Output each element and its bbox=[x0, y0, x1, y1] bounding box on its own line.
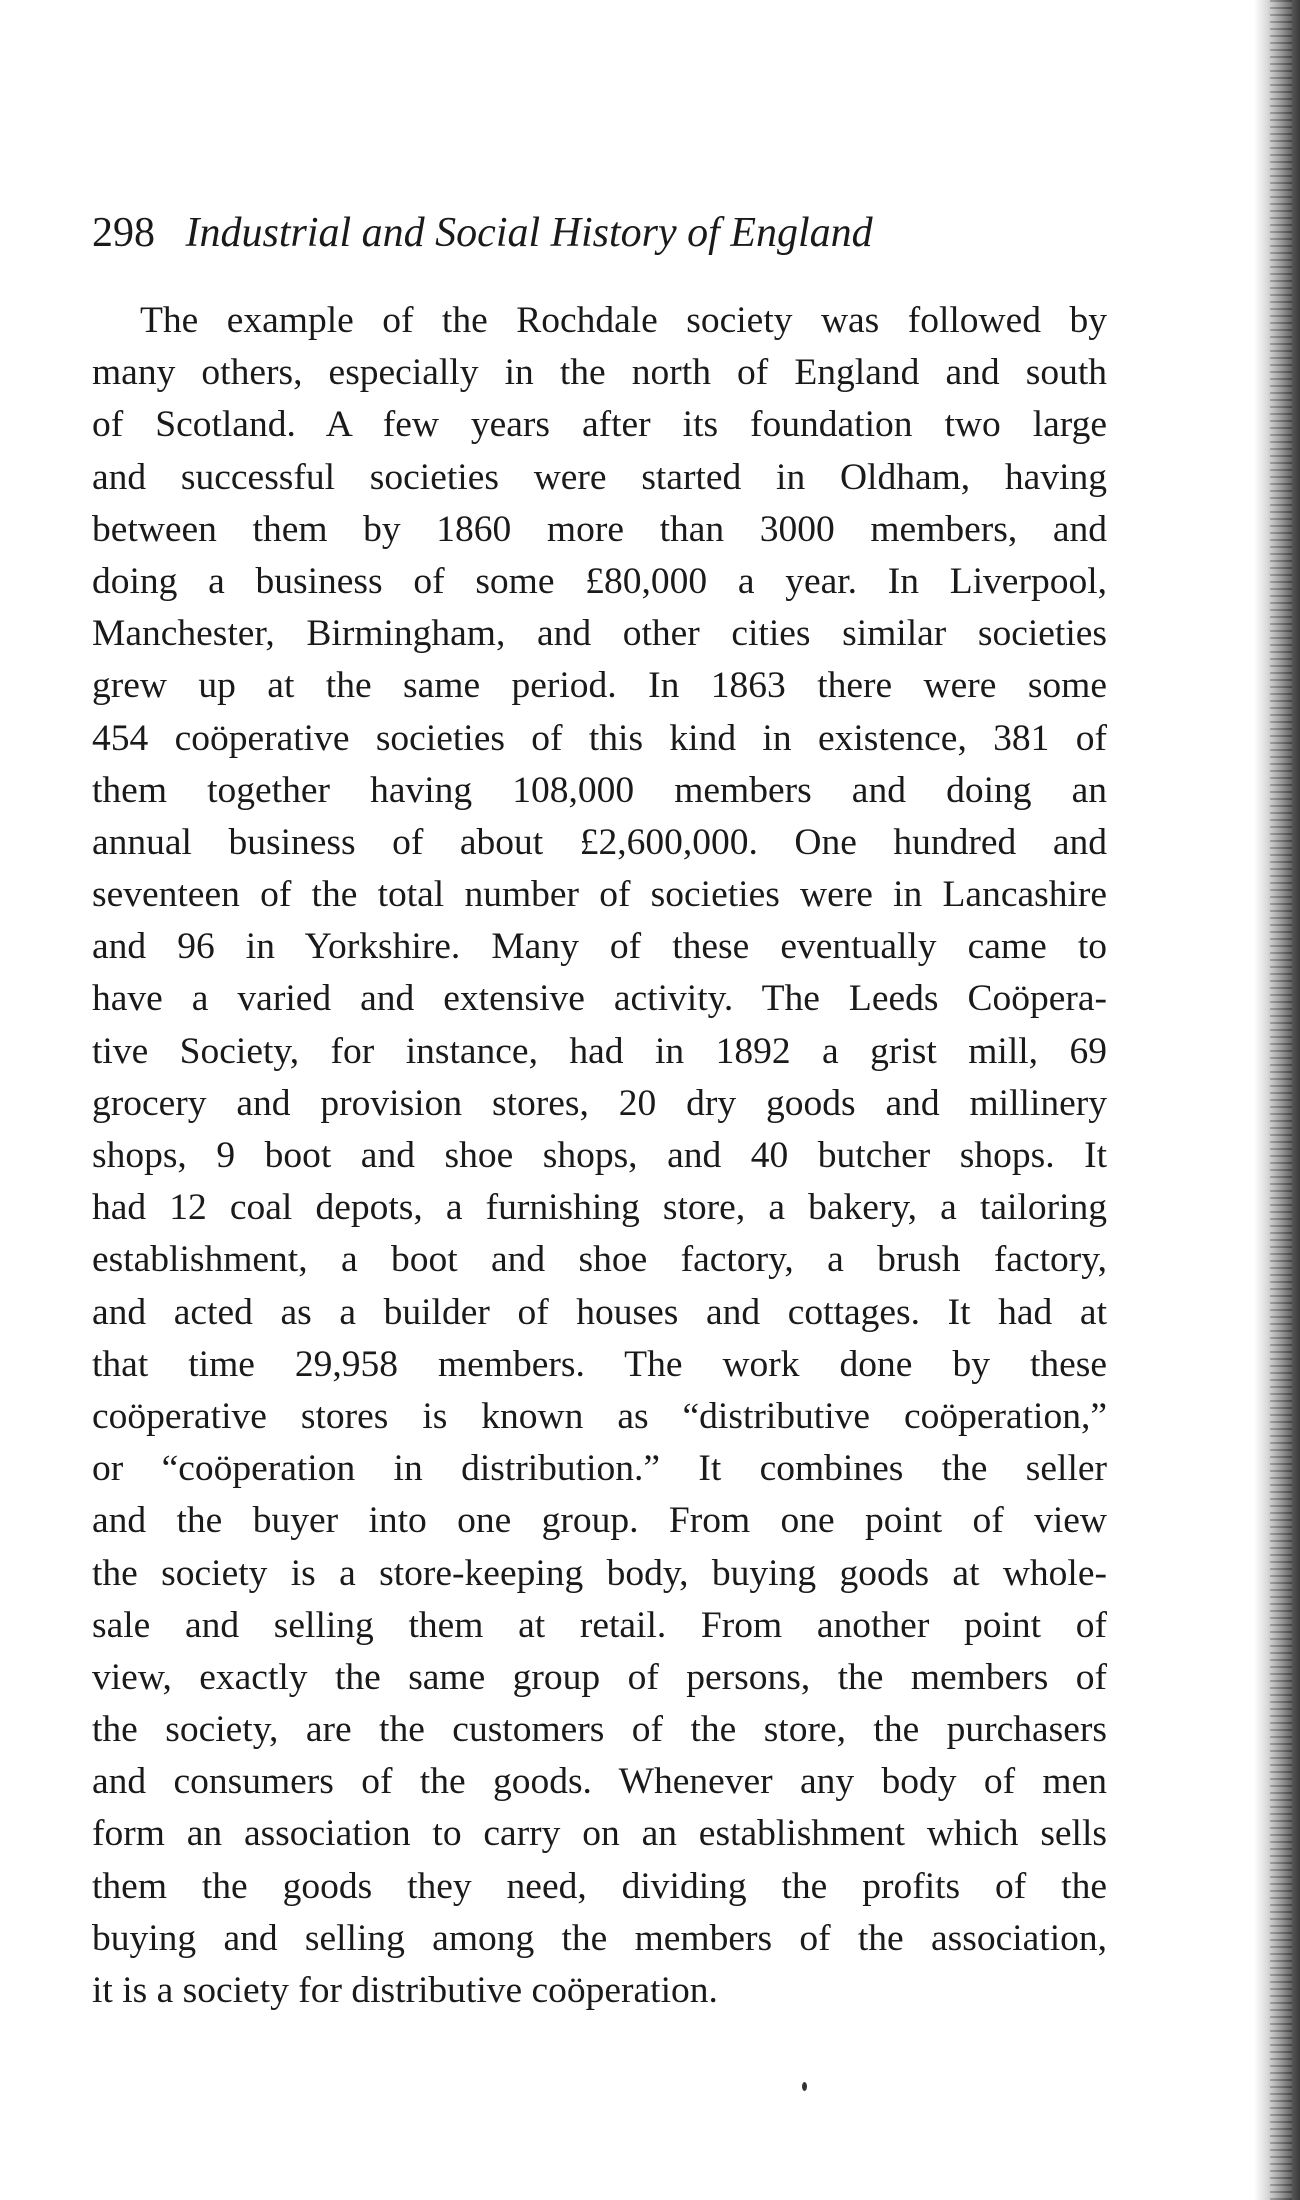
text-line: form an association to carry on an establishment which sells bbox=[92, 1813, 1107, 1855]
text-line: many others, especially in the north of England and south bbox=[92, 352, 1107, 394]
text-line: them the goods they need, dividing the profits of the bbox=[92, 1865, 1107, 1907]
text-line: Manchester, Birmingham, and other cities similar societies bbox=[92, 613, 1107, 655]
text-line: and acted as a builder of houses and cottages. It had at bbox=[92, 1291, 1107, 1333]
text-line: that time 29,958 members. The work done by these bbox=[92, 1343, 1107, 1385]
page-edge-texture bbox=[1270, 0, 1292, 2200]
page-number: 298 bbox=[92, 210, 155, 256]
text-line: shops, 9 boot and shoe shops, and 40 butcher shops. It bbox=[92, 1135, 1107, 1176]
text-line: them together having 108,000 members and doing an bbox=[92, 769, 1107, 811]
running-head bbox=[92, 205, 1102, 261]
text-line: it is a society for distributive coöperation. bbox=[92, 1970, 718, 2011]
text-line: 454 coöperative societies of this kind in existence, 381 of bbox=[92, 717, 1107, 759]
text-line: establishment, a boot and shoe factory, a brush factory, bbox=[92, 1239, 1107, 1281]
text-line: and consumers of the goods. Whenever any body of men bbox=[92, 1761, 1107, 1803]
text-line: The example of the Rochdale society was followed by bbox=[140, 300, 1107, 341]
text-line: doing a business of some £80,000 a year. In Liverpool, bbox=[92, 560, 1107, 602]
text-line: view, exactly the same group of persons, the members of bbox=[92, 1656, 1107, 1698]
text-line: annual business of about £2,600,000. One hundred and bbox=[92, 821, 1107, 863]
text-line: the society, are the customers of the store, the purchasers bbox=[92, 1709, 1107, 1751]
text-line: had 12 coal depots, a furnishing store, a bakery, a tailoring bbox=[92, 1187, 1107, 1229]
text-line: have a varied and extensive activity. The Leeds Coöpera- bbox=[92, 978, 1107, 1020]
book-title: Industrial and Social History of England bbox=[185, 210, 873, 256]
ink-speck bbox=[802, 2082, 807, 2091]
text-line: between them by 1860 more than 3000 members, and bbox=[92, 508, 1107, 550]
text-line: tive Society, for instance, had in 1892 a grist mill, 69 bbox=[92, 1030, 1107, 1072]
text-line: and 96 in Yorkshire. Many of these eventually came to bbox=[92, 926, 1107, 968]
text-line: coöperative stores is known as “distributive coöperation,” bbox=[92, 1395, 1107, 1437]
text-line: and successful societies were started in Oldham, having bbox=[92, 456, 1107, 498]
body-paragraph bbox=[92, 295, 1107, 2017]
text-line: buying and selling among the members of the association, bbox=[92, 1917, 1107, 1959]
text-line: seventeen of the total number of societies were in Lancashire bbox=[92, 874, 1107, 916]
text-line: and the buyer into one group. From one point of view bbox=[92, 1500, 1107, 1542]
text-line: grocery and provision stores, 20 dry goods and millinery bbox=[92, 1082, 1107, 1124]
text-line: of Scotland. A few years after its foundation two large bbox=[92, 404, 1107, 446]
text-line: grew up at the same period. In 1863 there were some bbox=[92, 665, 1107, 707]
text-line: the society is a store-keeping body, buying goods at whole- bbox=[92, 1552, 1107, 1594]
text-line: sale and selling them at retail. From another point of bbox=[92, 1604, 1107, 1646]
text-line: or “coöperation in distribution.” It combines the seller bbox=[92, 1448, 1107, 1490]
